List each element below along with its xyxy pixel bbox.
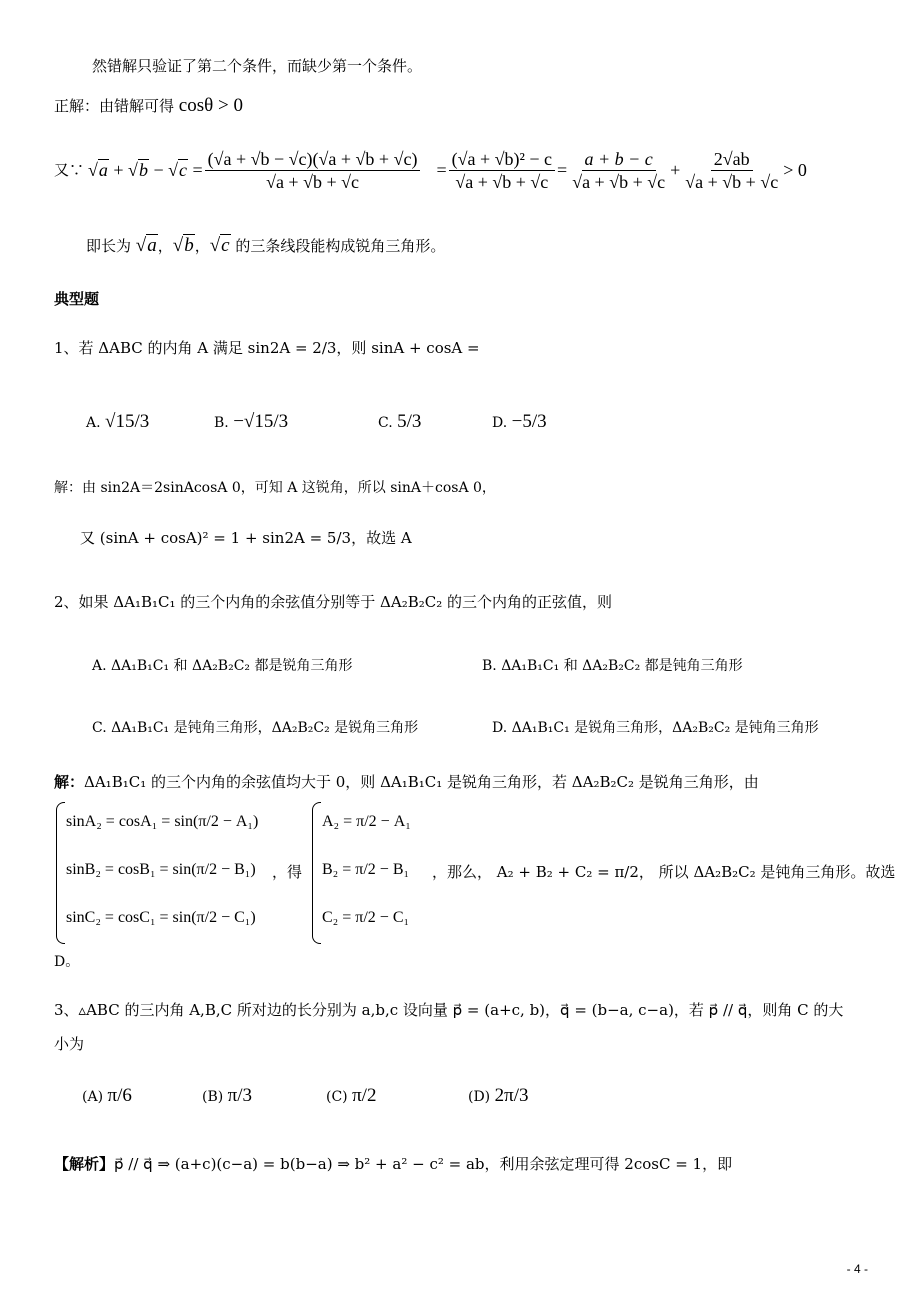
- q3-option-a: (A) π/6: [82, 1085, 132, 1106]
- q1-option-c: C. 5/3: [378, 411, 422, 432]
- sys2-line-2: B₂ = π/2 − B₁: [322, 861, 410, 878]
- fraction-1: $\frac{(√a + √b - √c)(√a + √b + √c)}{√a + √b + √c}$: [205, 148, 421, 193]
- q1-option-a: A. √15/3: [86, 411, 150, 432]
- section-title: 典型题: [54, 290, 100, 308]
- q3-solution: 【解析】p⃗ // q⃗ ⇒ (a+c)(c−a) = b(b−a) ⇒ b² + a² − c² = ab，利用余弦定理可得 2cosC = 1，即: [54, 1155, 733, 1173]
- sys2-line-3: C₂ = π/2 − C₁: [322, 909, 410, 926]
- page-number: - 4 -: [846, 1262, 868, 1276]
- correct-solution-line: 正解：由错解可得 cosθ > 0: [54, 95, 243, 116]
- left-brace-1: [56, 802, 65, 944]
- q1-option-b: B. −√15/3: [214, 411, 289, 432]
- question-3-cont: 小为: [54, 1035, 85, 1053]
- q2-option-a: A. ΔA₁B₁C₁ 和 ΔA₂B₂C₂ 都是锐角三角形: [92, 658, 353, 674]
- fraction-2: $\frac{\text{(√a + √b)² − c}}{√a + √b + √c}$: [449, 148, 555, 193]
- q2-tail: ，那么， A₂ + B₂ + C₂ = π/2， 所以 ΔA₂B₂C₂ 是钝角三角形。故选: [432, 863, 896, 881]
- q3-option-d: (D) 2π/3: [468, 1085, 529, 1106]
- q1-option-d: D. −5/3: [492, 411, 547, 432]
- cos-theta-condition: cosθ > 0: [178, 95, 243, 116]
- question-1: 1、若 ΔABC 的内角 A 满足 sin2A = 2/3，则 sinA + cosA =: [54, 339, 480, 357]
- fraction-3: $\frac{a + b - c}{√a + √b + √c}$: [572, 148, 666, 192]
- sys1-line-1: sinA₂ = cosA₁ = sin(π/2 − A₁): [66, 813, 259, 830]
- q1-solution-2: 又 (sinA + cosA)² = 1 + sin2A = 5/3，故选 A: [80, 529, 412, 547]
- question-3: 3、▵ABC 的三内角 A,B,C 所对边的长分别为 a,b,c 设向量 p⃗ = (a+c, b)，q⃗ = (b−a, c−a)，若 p⃗ // q⃗，则角 C 的大: [54, 1001, 844, 1019]
- q2-option-b: B. ΔA₁B₁C₁ 和 ΔA₂B₂C₂ 都是钝角三角形: [482, 658, 743, 674]
- sys1-line-2: sinB₂ = cosB₁ = sin(π/2 − B₁): [66, 861, 256, 878]
- q2-solution: 解：ΔA₁B₁C₁ 的三个内角的余弦值均大于 0，则 ΔA₁B₁C₁ 是锐角三角形，若 ΔA₂B₂C₂ 是锐角三角形，由: [54, 773, 759, 791]
- q2-de: ，得: [272, 863, 303, 881]
- q2-end: D。: [54, 954, 80, 970]
- left-brace-2: [312, 802, 321, 944]
- sqrt-identity-equation: 又∵ √a + √b − √c = $\frac{(√a + √b - √c)(√a + √b + √c)}{√a + √b + √c}$ = $\frac{\text{(√a + √b)² − c}}{√a + √b + √c}$ = $\frac{a + b - c}{√a + √b + √c}$ + $\frac{2√ab}{√a + √b + √c}$ > 0: [54, 148, 807, 192]
- q2-option-c: C. ΔA₁B₁C₁ 是钝角三角形，ΔA₂B₂C₂ 是锐角三角形: [92, 720, 419, 736]
- sys2-line-1: A₂ = π/2 − A₁: [322, 813, 411, 830]
- paragraph-wrong-solution-note: 然错解只验证了第二个条件，而缺少第一个条件。: [92, 57, 423, 75]
- q3-option-c: (C) π/2: [326, 1085, 377, 1106]
- sys1-line-3: sinC₂ = cosC₁ = sin(π/2 − C₁): [66, 909, 256, 926]
- question-2: 2、如果 ΔA₁B₁C₁ 的三个内角的余弦值分别等于 ΔA₂B₂C₂ 的三个内角的正弦值，则: [54, 593, 613, 611]
- q1-solution: 解：由 sin2A＝2sinAcosA 0，可知 A 这锐角，所以 sinA＋cosA 0，: [54, 480, 496, 496]
- q2-option-d: D. ΔA₁B₁C₁ 是锐角三角形，ΔA₂B₂C₂ 是钝角三角形: [492, 720, 819, 736]
- fraction-4: $\frac{2√ab}{√a + √b + √c}$: [685, 148, 779, 192]
- q3-option-b: (B) π/3: [202, 1085, 253, 1106]
- conclusion-line: 即长为 √a，√b，√c 的三条线段能构成锐角三角形。: [86, 235, 446, 256]
